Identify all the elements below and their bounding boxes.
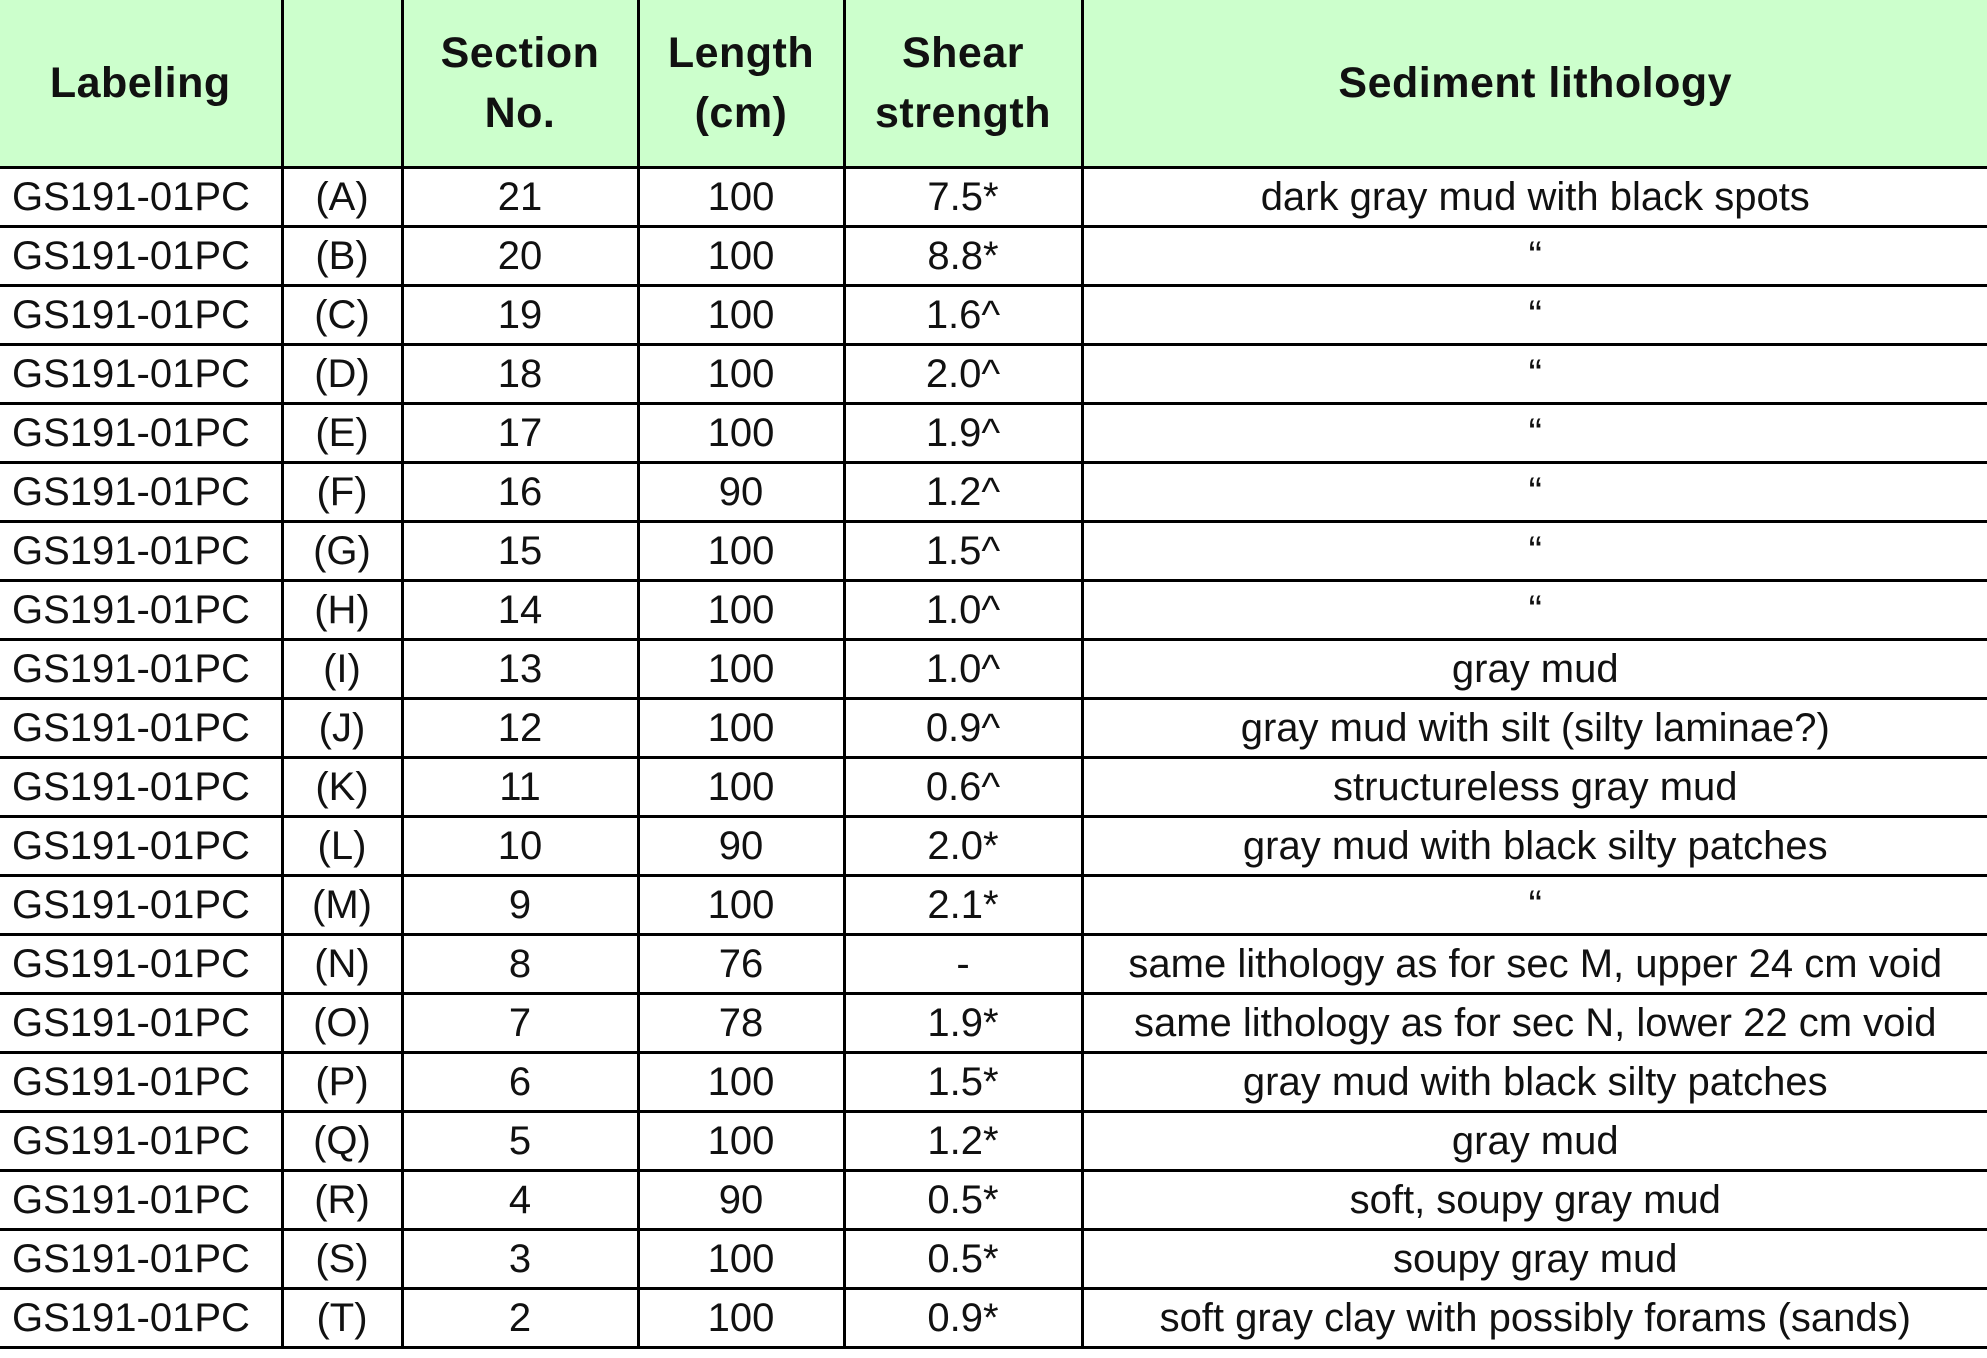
- cell-length: 78: [638, 994, 844, 1053]
- cell-section-no: 7: [402, 994, 638, 1053]
- header-labeling-text: Labeling: [49, 59, 231, 107]
- cell-labeling: GS191-01PC: [0, 699, 282, 758]
- header-sub-label: [282, 0, 402, 168]
- cell-sub-label: (F): [282, 463, 402, 522]
- table-row: [0, 1171, 1987, 1230]
- table-row: [0, 463, 1987, 522]
- table-row: [0, 1112, 1987, 1171]
- cell-sediment-lithology: “: [1082, 463, 1987, 522]
- cell-section-no: 2: [402, 1289, 638, 1348]
- cell-length: 100: [638, 168, 844, 227]
- header-labeling: [0, 0, 282, 168]
- cell-section-no: 14: [402, 581, 638, 640]
- cell-section-no: 21: [402, 168, 638, 227]
- cell-sediment-lithology: “: [1082, 345, 1987, 404]
- cell-shear-strength: 1.6^: [844, 286, 1082, 345]
- cell-sediment-lithology: soft, soupy gray mud: [1082, 1171, 1987, 1230]
- table-row: [0, 935, 1987, 994]
- table-header-row: [0, 0, 1987, 168]
- cell-sediment-lithology: “: [1082, 404, 1987, 463]
- cell-sub-label: (P): [282, 1053, 402, 1112]
- cell-labeling: GS191-01PC: [0, 1289, 282, 1348]
- cell-shear-strength: 0.6^: [844, 758, 1082, 817]
- cell-sediment-lithology: gray mud with black silty patches: [1082, 817, 1987, 876]
- header-section-no-line2: No.: [484, 89, 556, 137]
- cell-section-no: 18: [402, 345, 638, 404]
- cell-sediment-lithology: gray mud: [1082, 1112, 1987, 1171]
- cell-sediment-lithology: “: [1082, 581, 1987, 640]
- cell-length: 100: [638, 640, 844, 699]
- table-row: [0, 168, 1987, 227]
- cell-section-no: 3: [402, 1230, 638, 1289]
- cell-sediment-lithology: “: [1082, 522, 1987, 581]
- cell-length: 100: [638, 876, 844, 935]
- cell-sediment-lithology: soft gray clay with possibly forams (sands): [1082, 1289, 1987, 1348]
- header-length: [638, 0, 844, 168]
- cell-sub-label: (C): [282, 286, 402, 345]
- cell-labeling: GS191-01PC: [0, 581, 282, 640]
- cell-shear-strength: 1.2*: [844, 1112, 1082, 1171]
- cell-section-no: 17: [402, 404, 638, 463]
- header-shear-strength-line1: Shear: [901, 29, 1024, 77]
- cell-sub-label: (K): [282, 758, 402, 817]
- cell-section-no: 8: [402, 935, 638, 994]
- cell-shear-strength: 0.9^: [844, 699, 1082, 758]
- cell-shear-strength: 0.5*: [844, 1171, 1082, 1230]
- table-row: [0, 758, 1987, 817]
- cell-sub-label: (A): [282, 168, 402, 227]
- cell-sub-label: (E): [282, 404, 402, 463]
- cell-labeling: GS191-01PC: [0, 1171, 282, 1230]
- cell-section-no: 19: [402, 286, 638, 345]
- cell-shear-strength: 8.8*: [844, 227, 1082, 286]
- cell-sediment-lithology: same lithology as for sec M, upper 24 cm void: [1082, 935, 1987, 994]
- cell-sediment-lithology: soupy gray mud: [1082, 1230, 1987, 1289]
- cell-labeling: GS191-01PC: [0, 404, 282, 463]
- header-section-no: [402, 0, 638, 168]
- cell-labeling: GS191-01PC: [0, 817, 282, 876]
- cell-shear-strength: 0.9*: [844, 1289, 1082, 1348]
- cell-section-no: 4: [402, 1171, 638, 1230]
- cell-sub-label: (D): [282, 345, 402, 404]
- cell-sub-label: (T): [282, 1289, 402, 1348]
- cell-labeling: GS191-01PC: [0, 286, 282, 345]
- table-row: [0, 286, 1987, 345]
- cell-labeling: GS191-01PC: [0, 994, 282, 1053]
- cell-section-no: 13: [402, 640, 638, 699]
- cell-section-no: 20: [402, 227, 638, 286]
- cell-sub-label: (M): [282, 876, 402, 935]
- cell-section-no: 5: [402, 1112, 638, 1171]
- cell-labeling: GS191-01PC: [0, 876, 282, 935]
- cell-sub-label: (O): [282, 994, 402, 1053]
- table-row: [0, 345, 1987, 404]
- cell-labeling: GS191-01PC: [0, 522, 282, 581]
- cell-sub-label: (L): [282, 817, 402, 876]
- cell-shear-strength: 1.0^: [844, 640, 1082, 699]
- table-body: [0, 168, 1987, 1348]
- table-row: [0, 817, 1987, 876]
- cell-shear-strength: 1.9^: [844, 404, 1082, 463]
- cell-shear-strength: 2.1*: [844, 876, 1082, 935]
- header-shear-strength: [844, 0, 1082, 168]
- table-row: [0, 1053, 1987, 1112]
- cell-sub-label: (S): [282, 1230, 402, 1289]
- table-row: [0, 640, 1987, 699]
- cell-labeling: GS191-01PC: [0, 1112, 282, 1171]
- cell-length: 100: [638, 522, 844, 581]
- cell-length: 100: [638, 699, 844, 758]
- cell-labeling: GS191-01PC: [0, 463, 282, 522]
- cell-length: 100: [638, 227, 844, 286]
- table-row: [0, 1230, 1987, 1289]
- header-sediment-lithology: [1082, 0, 1987, 168]
- cell-sub-label: (B): [282, 227, 402, 286]
- cell-length: 90: [638, 463, 844, 522]
- cell-sub-label: (Q): [282, 1112, 402, 1171]
- cell-labeling: GS191-01PC: [0, 168, 282, 227]
- cell-sub-label: (H): [282, 581, 402, 640]
- cell-sediment-lithology: same lithology as for sec N, lower 22 cm void: [1082, 994, 1987, 1053]
- cell-labeling: GS191-01PC: [0, 1053, 282, 1112]
- cell-labeling: GS191-01PC: [0, 640, 282, 699]
- cell-section-no: 11: [402, 758, 638, 817]
- cell-sub-label: (G): [282, 522, 402, 581]
- cell-shear-strength: 1.9*: [844, 994, 1082, 1053]
- cell-length: 76: [638, 935, 844, 994]
- header-sediment-lithology-text: Sediment lithology: [1338, 59, 1733, 107]
- cell-shear-strength: -: [844, 935, 1082, 994]
- table-row: [0, 994, 1987, 1053]
- cell-length: 100: [638, 286, 844, 345]
- cell-shear-strength: 0.5*: [844, 1230, 1082, 1289]
- cell-shear-strength: 1.5*: [844, 1053, 1082, 1112]
- cell-sub-label: (I): [282, 640, 402, 699]
- cell-section-no: 6: [402, 1053, 638, 1112]
- table-row: [0, 522, 1987, 581]
- cell-labeling: GS191-01PC: [0, 758, 282, 817]
- cell-section-no: 15: [402, 522, 638, 581]
- cell-length: 100: [638, 1053, 844, 1112]
- cell-length: 90: [638, 1171, 844, 1230]
- cell-shear-strength: 1.0^: [844, 581, 1082, 640]
- cell-sediment-lithology: “: [1082, 227, 1987, 286]
- cell-labeling: GS191-01PC: [0, 935, 282, 994]
- header-section-no-line1: Section: [440, 29, 600, 77]
- cell-sediment-lithology: “: [1082, 286, 1987, 345]
- cell-labeling: GS191-01PC: [0, 227, 282, 286]
- cell-length: 100: [638, 581, 844, 640]
- cell-sediment-lithology: “: [1082, 876, 1987, 935]
- cell-sediment-lithology: gray mud with silt (silty laminae?): [1082, 699, 1987, 758]
- cell-length: 100: [638, 404, 844, 463]
- cell-sub-label: (J): [282, 699, 402, 758]
- table-row: [0, 581, 1987, 640]
- cell-shear-strength: 2.0^: [844, 345, 1082, 404]
- cell-sediment-lithology: gray mud: [1082, 640, 1987, 699]
- cell-shear-strength: 1.5^: [844, 522, 1082, 581]
- cell-length: 100: [638, 1230, 844, 1289]
- table-row: [0, 876, 1987, 935]
- cell-section-no: 9: [402, 876, 638, 935]
- table-row: [0, 699, 1987, 758]
- cell-sediment-lithology: gray mud with black silty patches: [1082, 1053, 1987, 1112]
- cell-section-no: 16: [402, 463, 638, 522]
- header-shear-strength-line2: strength: [875, 89, 1051, 137]
- cell-sediment-lithology: dark gray mud with black spots: [1082, 168, 1987, 227]
- cell-length: 100: [638, 345, 844, 404]
- cell-shear-strength: 2.0*: [844, 817, 1082, 876]
- cell-sediment-lithology: structureless gray mud: [1082, 758, 1987, 817]
- cell-shear-strength: 1.2^: [844, 463, 1082, 522]
- table-row: [0, 1289, 1987, 1348]
- cell-length: 100: [638, 758, 844, 817]
- table-row: [0, 404, 1987, 463]
- cell-sub-label: (R): [282, 1171, 402, 1230]
- cell-labeling: GS191-01PC: [0, 1230, 282, 1289]
- cell-shear-strength: 7.5*: [844, 168, 1082, 227]
- cell-labeling: GS191-01PC: [0, 345, 282, 404]
- cell-section-no: 10: [402, 817, 638, 876]
- cell-sub-label: (N): [282, 935, 402, 994]
- cell-length: 90: [638, 817, 844, 876]
- header-length-line2: (cm): [694, 89, 788, 137]
- cell-section-no: 12: [402, 699, 638, 758]
- table-row: [0, 227, 1987, 286]
- cell-length: 100: [638, 1289, 844, 1348]
- header-length-line1: Length: [667, 29, 815, 77]
- cell-length: 100: [638, 1112, 844, 1171]
